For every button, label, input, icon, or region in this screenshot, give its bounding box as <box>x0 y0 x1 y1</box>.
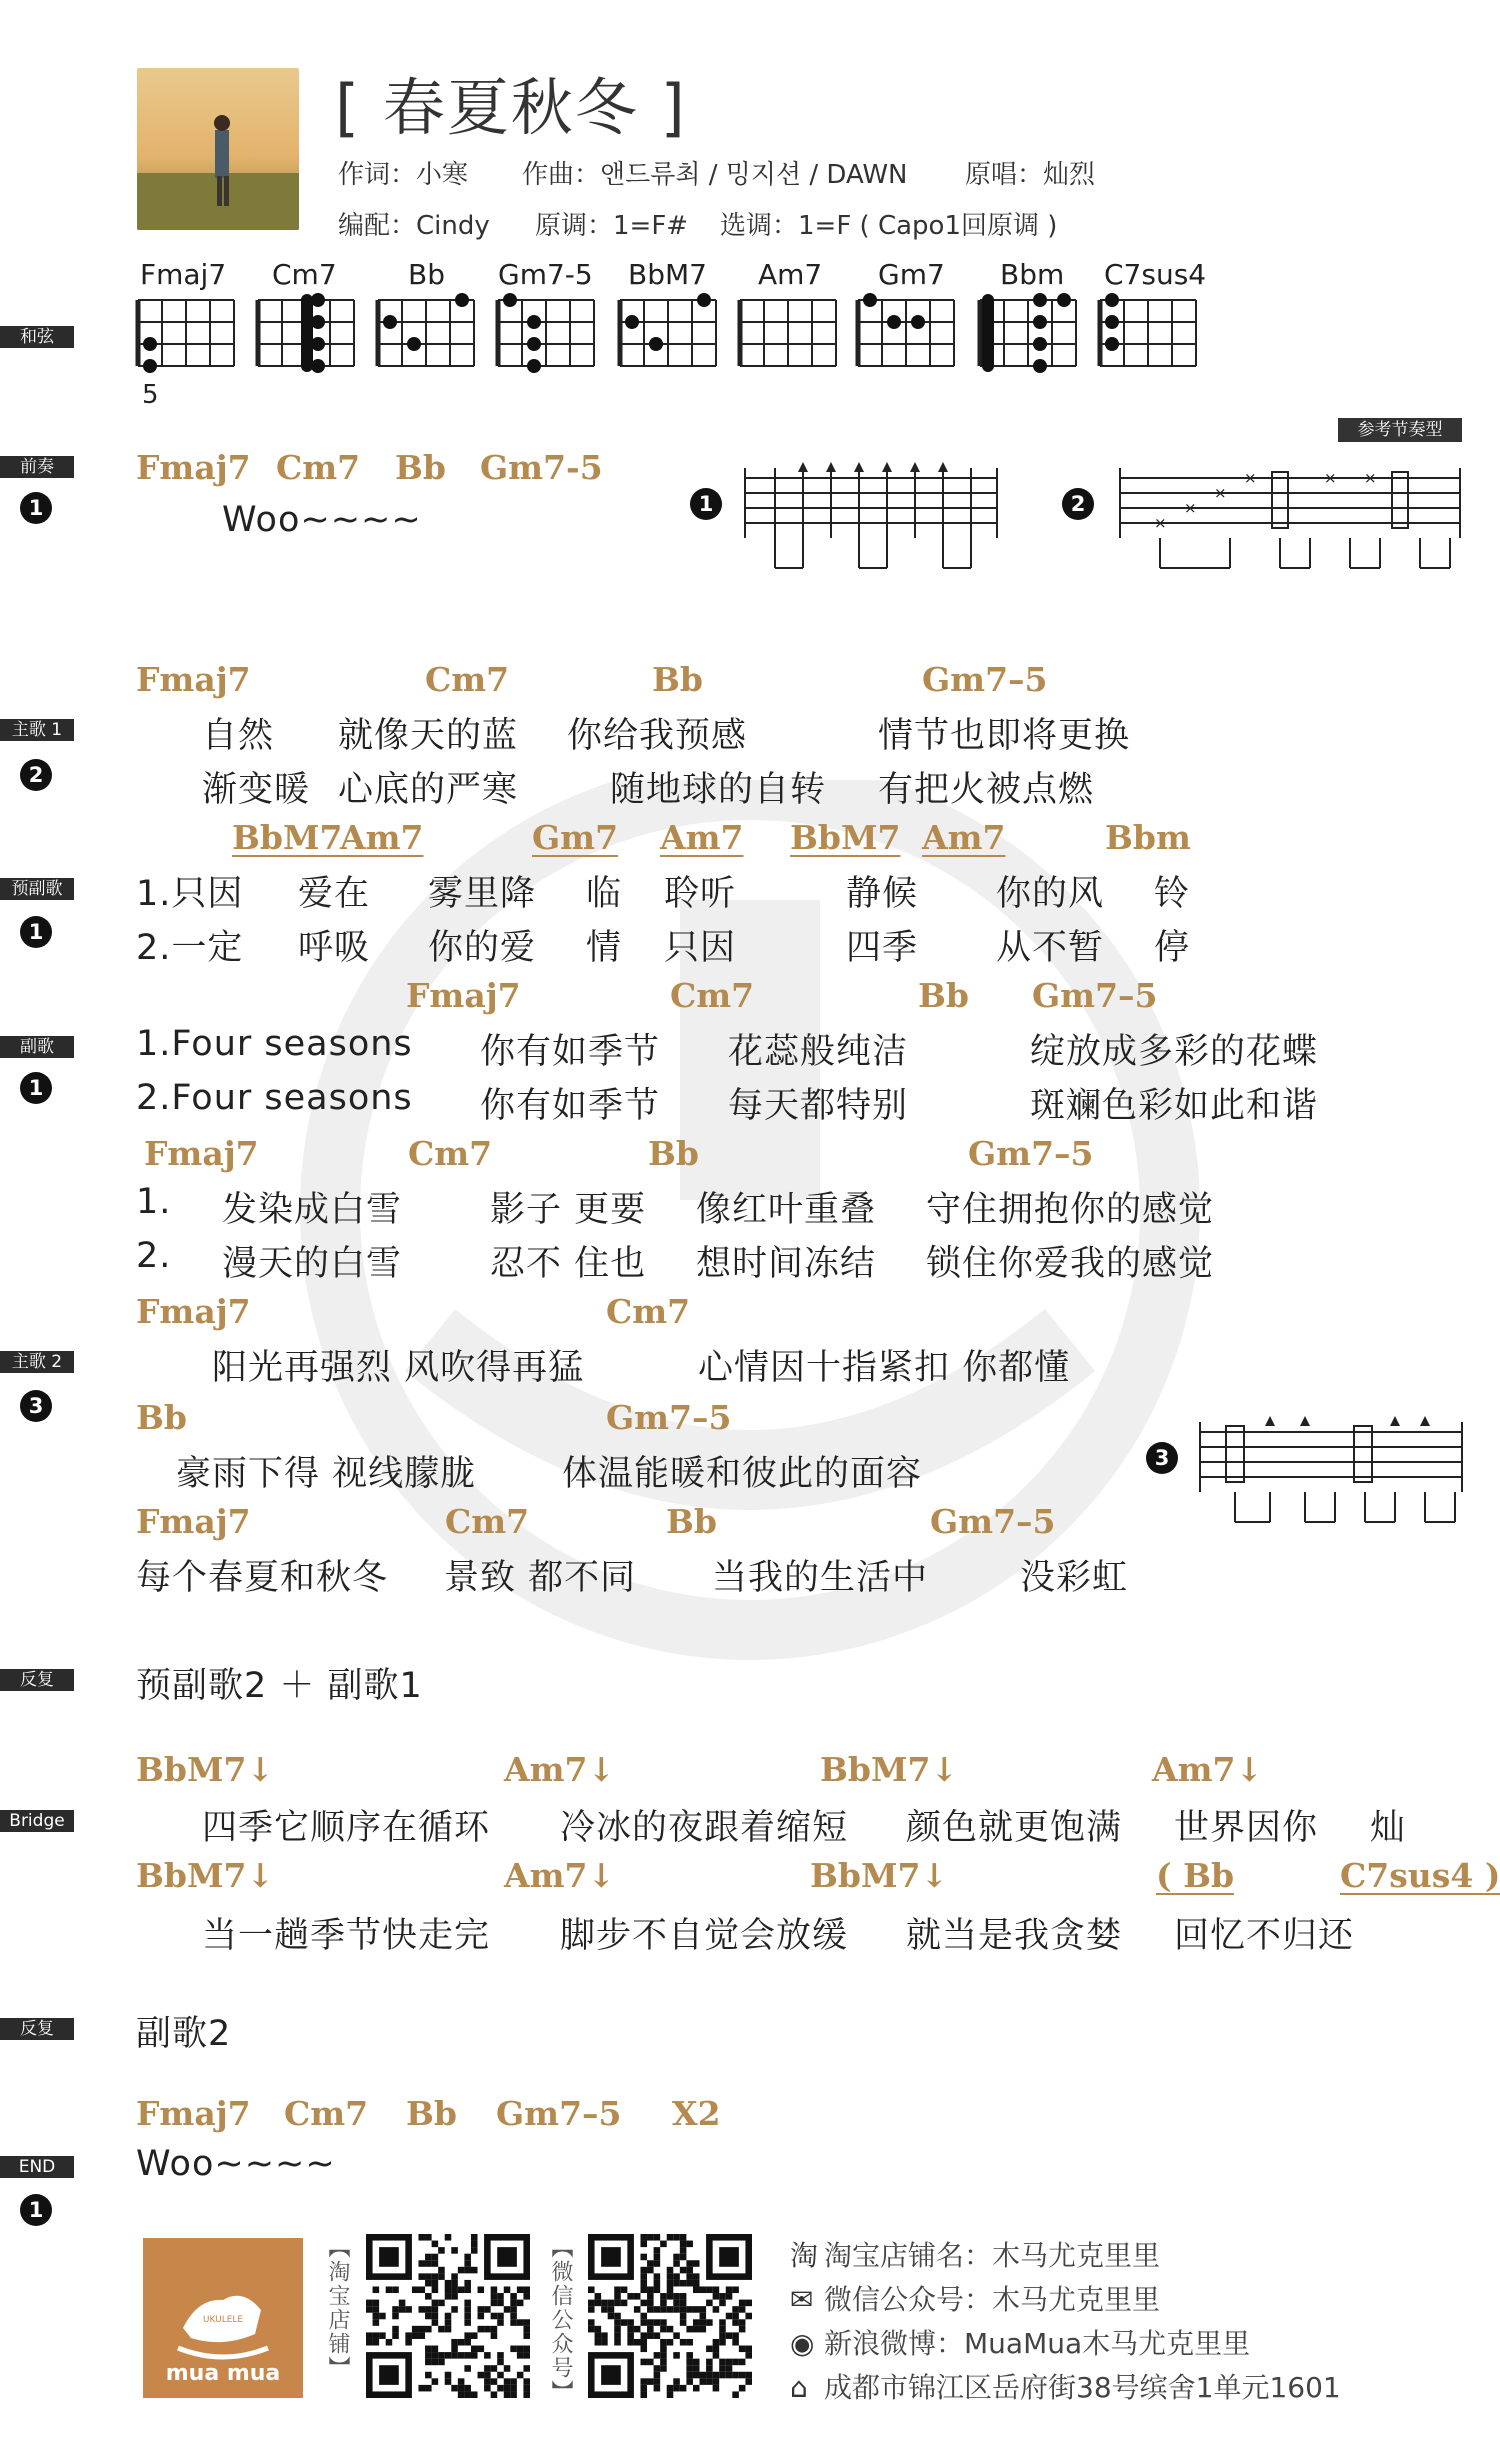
section-tag-intro: 前奏 <box>0 456 74 478</box>
rhythm-pattern-2 <box>1110 458 1470 578</box>
lyric: 1. <box>136 1182 172 1222</box>
chord-name: C7sus4 <box>1104 258 1207 291</box>
chord-name: Cm7 <box>272 258 337 291</box>
chord-label: Am7↓ <box>1152 1750 1264 1789</box>
lyric: 2.一定 <box>136 928 244 968</box>
chord-label: Gm7–5 <box>606 1398 732 1437</box>
rhythm-marker: 3 <box>1146 1442 1178 1474</box>
lyric: 花蕊般纯洁 <box>728 1032 909 1072</box>
lyric: 1.Four seasons <box>136 1024 413 1064</box>
lyric: 锁住你爱我的感觉 <box>926 1244 1215 1284</box>
composer: 作曲：앤드류최 / 밍지션 / DAWN <box>522 160 908 190</box>
info-address: ⌂ 成都市锦江区岳府街38号缤舍1单元1601 <box>790 2371 1341 2404</box>
lyric: 你有如季节 <box>480 1032 661 1072</box>
lyric: 你有如季节 <box>480 1086 661 1126</box>
lyric: 体温能暖和彼此的面容 <box>562 1454 923 1494</box>
lyric: 情节也即将更换 <box>878 716 1131 756</box>
chord-name: BbM7 <box>628 258 707 291</box>
section-number: 3 <box>20 1390 52 1422</box>
chord-label: BbM7↓ <box>820 1750 959 1789</box>
section-tag-verse2: 主歌 2 <box>0 1351 74 1373</box>
lyric: 想时间冻结 <box>696 1244 877 1284</box>
info-wechat: ✉ 微信公众号：木马尤克里里 <box>790 2283 1161 2316</box>
rhythm-marker: 2 <box>1062 488 1094 520</box>
weibo-icon: ◉ <box>790 2327 815 2360</box>
chord-label: X2 <box>672 2094 721 2133</box>
lyric: 呼吸 <box>298 928 371 968</box>
section-tag-bridge: Bridge <box>0 1810 74 1832</box>
lyric: 每个春夏和秋冬 <box>136 1558 389 1598</box>
arranger: 编配：Cindy <box>338 211 490 241</box>
lyric: 绽放成多彩的花蝶 <box>1030 1032 1319 1072</box>
chord-label: Gm7 <box>532 818 619 857</box>
chord-label: Cm7 <box>670 976 755 1015</box>
chord-label: Fmaj7 <box>136 660 251 699</box>
wechat-icon: ✉ <box>790 2283 814 2316</box>
lyric: 斑斓色彩如此和谐 <box>1030 1086 1319 1126</box>
lyric: 没彩虹 <box>1020 1558 1129 1598</box>
chord-name: Bbm <box>1000 258 1065 291</box>
rhythm-marker: 1 <box>690 488 722 520</box>
chord-label: Bbm <box>1105 818 1191 857</box>
lyric: 自然 <box>202 716 275 756</box>
lyric: 随地球的自转 <box>610 770 827 810</box>
lyric: 当一趟季节快走完 <box>202 1916 491 1956</box>
reference-rhythm-tag: 参考节奏型 <box>1338 418 1462 442</box>
taobao-qr-code <box>366 2234 530 2398</box>
chord-label: Cm7 <box>276 448 361 487</box>
chord-label: Am7↓ <box>504 1856 616 1895</box>
lyricist: 作词：小寒 <box>338 160 469 190</box>
svg-text:×: × <box>1364 469 1377 487</box>
lyric: 你的风 <box>996 874 1105 914</box>
album-cover <box>137 68 299 230</box>
lyric: 景致 都不同 <box>444 1558 637 1598</box>
chord-label: Gm7–5 <box>1032 976 1158 1015</box>
svg-text:×: × <box>1214 484 1227 502</box>
chord-label: Cm7 <box>425 660 510 699</box>
chord-label: Am7 <box>340 818 424 857</box>
chord-label: Bb <box>666 1502 717 1541</box>
section-number: 2 <box>20 759 52 791</box>
svg-text:×: × <box>1184 499 1197 517</box>
lyric: 有把火被点燃 <box>878 770 1095 810</box>
lyric: 2. <box>136 1236 172 1276</box>
lyric: 阳光再强烈 风吹得再猛 <box>212 1348 585 1388</box>
lyric: 回忆不归还 <box>1174 1916 1355 1956</box>
chord-label: BbM7 <box>232 818 343 857</box>
lyric: 你的爱 <box>428 928 537 968</box>
chord-label: Gm7–5 <box>968 1134 1094 1173</box>
chord-label: C7sus4 ) <box>1340 1856 1500 1895</box>
section-number: 1 <box>20 492 52 524</box>
chord-label: Bb <box>395 448 446 487</box>
lyric: 四季 <box>846 928 919 968</box>
section-number: 1 <box>20 1072 52 1104</box>
chord-label: Gm7–5 <box>496 2094 622 2133</box>
lyric: 就像天的蓝 <box>338 716 519 756</box>
chord-label: ( Bb <box>1156 1856 1235 1895</box>
repeat-instruction: 预副歌2 ＋ 副歌1 <box>136 1666 423 1706</box>
taobao-icon: 淘 <box>790 2239 819 2272</box>
section-tag-chorus: 副歌 <box>0 1036 74 1058</box>
lyric: 你给我预感 <box>567 716 748 756</box>
lyric: 灿 <box>1370 1808 1407 1848</box>
lyric: 心底的严寒 <box>338 770 519 810</box>
chord-label: BbM7↓ <box>136 1856 275 1895</box>
lyric: 漫天的白雪 <box>222 1244 403 1284</box>
chosen-key: 选调：1=F ( Capo1回原调 ) <box>720 211 1058 241</box>
lyric: 爱在 <box>298 874 371 914</box>
lyric: 忍不 住也 <box>490 1244 647 1284</box>
section-tag-chords: 和弦 <box>0 326 74 348</box>
lyric: 铃 <box>1154 874 1191 914</box>
lyric: 冷冰的夜跟着缩短 <box>560 1808 849 1848</box>
chord-label: Gm7-5 <box>480 448 603 487</box>
chord-name: Gm7-5 <box>498 258 593 291</box>
chord-diagram <box>138 300 234 373</box>
chord-diagram <box>378 293 474 366</box>
lyric-line: Woo~~~~ <box>136 2144 336 2184</box>
chord-diagram <box>620 293 716 366</box>
section-tag-end: END <box>0 2156 74 2178</box>
lyric: 豪雨下得 视线朦胧 <box>176 1454 477 1494</box>
info-taobao: 淘 淘宝店铺名：木马尤克里里 <box>790 2234 1160 2274</box>
chord-label: Bb <box>136 1398 187 1437</box>
original-singer: 原唱：灿烈 <box>965 160 1096 190</box>
section-tag-prechorus: 预副歌 <box>0 878 74 900</box>
chord-diagrams <box>0 290 1500 390</box>
lyric: 每天都特别 <box>728 1086 909 1126</box>
wechat-qr-code <box>588 2234 752 2398</box>
chord-name: Am7 <box>758 258 823 291</box>
rhythm-pattern-1 <box>735 458 1005 578</box>
chord-name: Fmaj7 <box>140 258 227 291</box>
lyric: 就当是我贪婪 <box>906 1916 1123 1956</box>
lyric: 脚步不自觉会放缓 <box>560 1916 849 1956</box>
chord-label: Fmaj7 <box>136 2094 251 2133</box>
chord-label: Bb <box>648 1134 699 1173</box>
chord-label: Gm7–5 <box>930 1502 1056 1541</box>
chord-label: Am7↓ <box>504 1750 616 1789</box>
svg-text:×: × <box>1154 514 1167 532</box>
lyric: 停 <box>1154 928 1191 968</box>
chord-label: Cm7 <box>408 1134 493 1173</box>
chord-label: Am7 <box>660 818 744 857</box>
chord-name: Bb <box>408 258 445 291</box>
chord-diagram <box>740 300 836 366</box>
chord-label: BbM7↓ <box>136 1750 275 1789</box>
rhythm-pattern-3 <box>1190 1412 1470 1532</box>
lyric: 像红叶重叠 <box>696 1190 877 1230</box>
chord-label: Bb <box>918 976 969 1015</box>
chord-diagram <box>1100 293 1196 366</box>
lyric: 颜色就更饱满 <box>906 1808 1123 1848</box>
lyric: 静候 <box>846 874 919 914</box>
section-tag-repeat: 反复 <box>0 1669 74 1691</box>
chord-label: Cm7 <box>606 1292 691 1331</box>
lyric: 当我的生活中 <box>712 1558 929 1598</box>
lyric: 发染成白雪 <box>222 1190 403 1230</box>
song-title: [ 春夏秋冬 ] <box>335 71 687 144</box>
lyric: 从不暂 <box>996 928 1105 968</box>
lyric: 世界因你 <box>1174 1808 1319 1848</box>
chord-name: Gm7 <box>878 258 945 291</box>
section-tag-repeat: 反复 <box>0 2018 74 2040</box>
chord-label: Fmaj7 <box>136 1502 251 1541</box>
svg-text:×: × <box>1324 469 1337 487</box>
chord-label: BbM7 <box>790 818 901 857</box>
chord-label: Gm7–5 <box>922 660 1048 699</box>
chord-diagram <box>258 293 354 373</box>
fret-number: 5 <box>142 380 159 410</box>
lyric-line: Woo~~~~ <box>222 500 422 540</box>
chord-label: Fmaj7 <box>406 976 521 1015</box>
lyric: 四季它顺序在循环 <box>202 1808 491 1848</box>
wechat-qr-label: 【微信公众号】 <box>548 2236 573 2404</box>
logo-subtext: UKULELE <box>202 2315 244 2325</box>
lyric: 聆听 <box>664 874 737 914</box>
original-key: 原调：1=F# <box>535 211 689 241</box>
brand-logo <box>143 2238 303 2398</box>
lyric: 2.Four seasons <box>136 1078 413 1118</box>
logo-text: mua mua <box>165 2361 281 2386</box>
svg-text:×: × <box>1244 469 1257 487</box>
lyric: 情 <box>586 928 623 968</box>
chord-diagram <box>980 293 1076 373</box>
chord-label: Fmaj7 <box>136 1292 251 1331</box>
chord-label: Fmaj7 <box>136 448 251 487</box>
section-number: 1 <box>20 2194 52 2226</box>
chord-diagram <box>858 293 954 366</box>
chord-label: BbM7↓ <box>810 1856 949 1895</box>
section-tag-verse1: 主歌 1 <box>0 719 74 741</box>
lyric: 只因 <box>664 928 737 968</box>
lyric: 守住拥抱你的感觉 <box>926 1190 1215 1230</box>
chord-label: Bb <box>406 2094 457 2133</box>
info-weibo: ◉ 新浪微博：MuaMua木马尤克里里 <box>790 2327 1251 2360</box>
lyric: 临 <box>586 874 623 914</box>
lyric: 心情因十指紧扣 你都懂 <box>698 1348 1071 1388</box>
chord-label: Am7 <box>922 818 1006 857</box>
repeat-instruction: 副歌2 <box>136 2014 232 2054</box>
taobao-qr-label: 【淘宝店铺】 <box>325 2236 350 2380</box>
chord-label: Cm7 <box>445 1502 530 1541</box>
lyric: 影子 更要 <box>490 1190 647 1230</box>
chord-label: Fmaj7 <box>144 1134 259 1173</box>
lyric: 渐变暖 <box>202 770 311 810</box>
lyric: 1.只因 <box>136 874 244 914</box>
chord-diagram <box>498 293 594 373</box>
home-icon: ⌂ <box>790 2371 808 2404</box>
chord-label: Cm7 <box>284 2094 369 2133</box>
lyric: 雾里降 <box>428 874 537 914</box>
section-number: 1 <box>20 916 52 948</box>
chord-label: Bb <box>652 660 703 699</box>
